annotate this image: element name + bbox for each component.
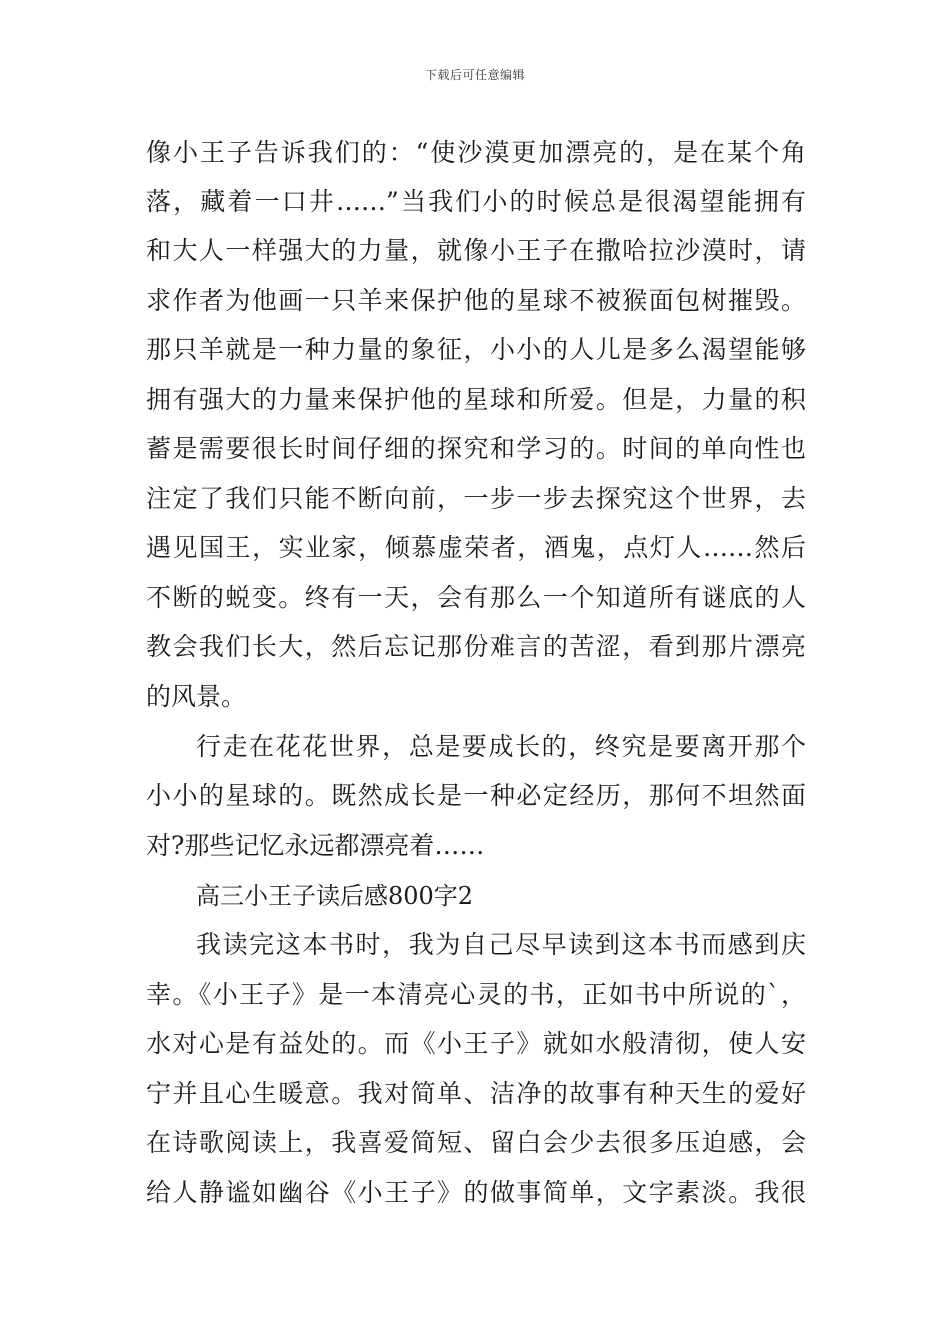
- text-line: 水对心是有益处的。而《小王子》就如水般清彻，使人安: [146, 1029, 806, 1058]
- text-line: 注定了我们只能不断向前，一步一步去探究这个世界，去: [146, 484, 806, 513]
- text-line: 宁并且心生暖意。我对简单、洁净的故事有种天生的爱好: [146, 1079, 806, 1108]
- text-line: 像小王子告诉我们的：“使沙漠更加漂亮的，是在某个角: [146, 138, 806, 167]
- paragraph-first-line: 行走在花花世界，总是要成长的，终究是要离开那个: [196, 732, 806, 761]
- text-line: 遇见国王，实业家，倾慕虚荣者，酒鬼，点灯人……然后: [146, 533, 806, 562]
- text-line: 求作者为他画一只羊来保护他的星球不被猴面包树摧毁。: [146, 286, 806, 315]
- text-line: 幸。《小王子》是一本清亮心灵的书，正如书中所说的`，: [146, 980, 806, 1009]
- text-line: 在诗歌阅读上，我喜爱简短、留白会少去很多压迫感，会: [146, 1128, 806, 1157]
- page-header: 下载后可任意编辑: [424, 68, 525, 82]
- text-line: 落，藏着一口井……”当我们小的时候总是很渴望能拥有: [146, 187, 806, 216]
- text-line: 不断的蜕变。终有一天，会有那么一个知道所有谜底的人: [146, 583, 806, 612]
- paragraph-first-line: 我读完这本书时，我为自己尽早读到这本书而感到庆: [196, 930, 806, 959]
- text-line: 教会我们长大，然后忘记那份难言的苦涩，看到那片漂亮: [146, 632, 806, 661]
- text-line: 那只羊就是一种力量的象征，小小的人儿是多么渴望能够: [146, 335, 806, 364]
- text-line: 和大人一样强大的力量，就像小王子在撒哈拉沙漠时，请: [146, 236, 806, 265]
- text-line: 蓄是需要很长时间仔细的探究和学习的。时间的单向性也: [146, 434, 806, 463]
- text-line: 对?那些记忆永远都漂亮着……: [146, 831, 485, 860]
- text-line: 给人静谧如幽谷《小王子》的做事简单，文字素淡。我很: [146, 1178, 806, 1207]
- text-line: 小小的星球的。既然成长是一种必定经历，那何不坦然面: [146, 781, 806, 810]
- text-line: 的风景。: [146, 682, 247, 711]
- text-line: 拥有强大的力量来保护他的星球和所爱。但是，力量的积: [146, 385, 806, 414]
- section-heading: 高三小王子读后感800字2: [196, 882, 474, 910]
